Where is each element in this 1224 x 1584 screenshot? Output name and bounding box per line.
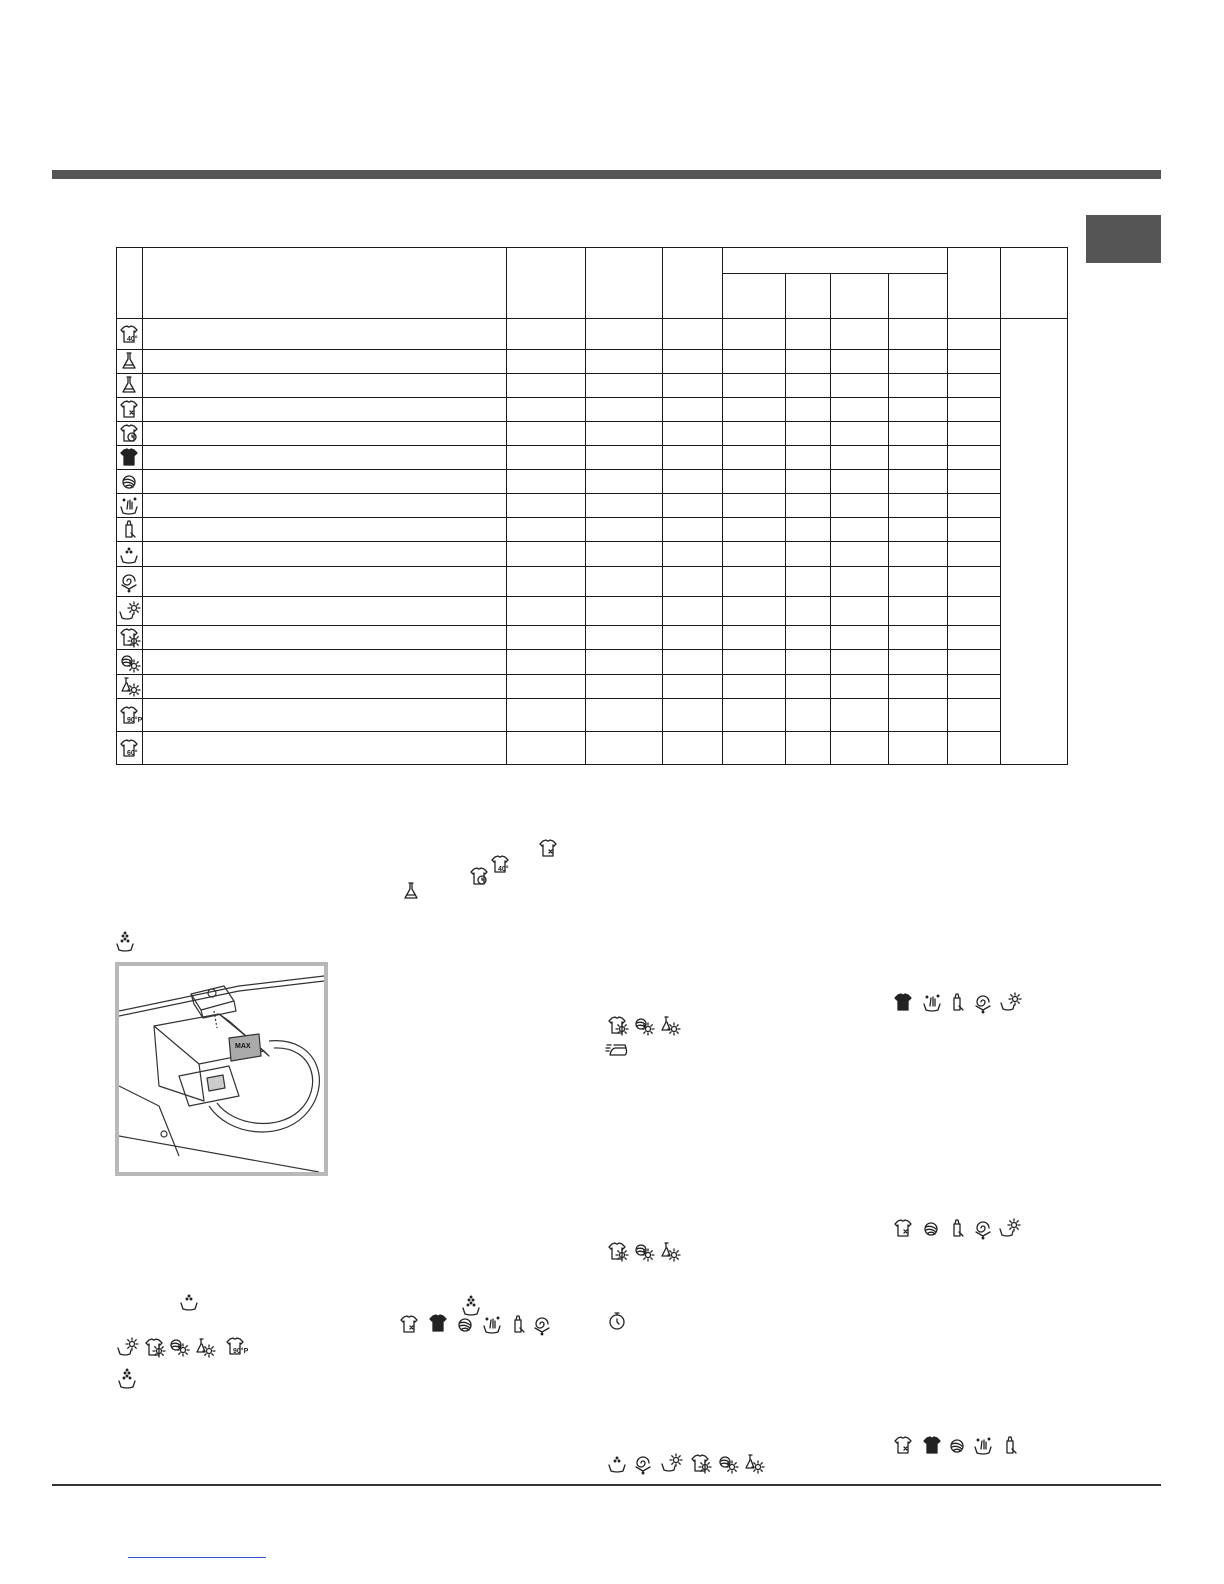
wool-sun-icon (716, 1452, 738, 1474)
table-row-rule (116, 625, 1001, 626)
table-row-rule (116, 541, 1001, 542)
table-row-rule (116, 349, 1001, 350)
flask-sun-icon (658, 1014, 680, 1036)
table-column-rule (830, 273, 831, 765)
table-column-rule (947, 247, 948, 765)
table-border-right (1067, 247, 1068, 765)
table-row-rule (116, 421, 1001, 422)
footer-link-underline[interactable] (128, 1557, 266, 1558)
spin-drain-icon (531, 1313, 553, 1335)
hand-wash-basin-icon (118, 494, 140, 516)
dark-tshirt-icon (118, 446, 140, 468)
tshirt-cold-icon (537, 837, 555, 855)
wool-ball-icon (118, 470, 140, 492)
svg-text:90°P: 90°P (127, 716, 143, 724)
tshirt-sun-icon (606, 1240, 628, 1262)
svg-text:40°: 40° (498, 866, 509, 873)
tshirt-timer-icon (118, 422, 140, 444)
wool-ball-icon (946, 1434, 968, 1456)
basin-sun-icon (998, 1217, 1020, 1239)
table-row-rule (116, 445, 1001, 446)
svg-text:90°P: 90°P (233, 1348, 249, 1355)
dark-tshirt-icon (427, 1312, 449, 1334)
max-label: MAX (235, 1043, 251, 1050)
table-column-rule (1000, 247, 1001, 765)
table-border-left (116, 247, 117, 765)
basin-sun-icon (660, 1452, 682, 1474)
table-column-rule (506, 247, 507, 765)
footer-rule (52, 1484, 1161, 1486)
tshirt-sun-icon (689, 1452, 711, 1474)
tshirt-60-icon (118, 737, 140, 759)
basin-sun-icon (118, 600, 140, 622)
spin-drain-icon (972, 991, 994, 1013)
table-row-rule (116, 469, 1001, 470)
table-subheader-rule (722, 273, 948, 274)
table-header-rule (116, 318, 1068, 319)
tshirt-cold-icon (118, 398, 140, 420)
table-column-rule (785, 273, 786, 765)
table-row-rule (116, 674, 1001, 675)
rinse-basin-icon (606, 1452, 628, 1474)
spin-drain-icon (632, 1452, 654, 1474)
table-column-rule (888, 273, 889, 765)
table-row-rule (116, 517, 1001, 518)
tshirt-90p-icon (224, 1335, 249, 1357)
dark-tshirt-icon (921, 1434, 943, 1456)
basin-sun-icon (116, 1336, 138, 1358)
spin-drain-icon (118, 570, 140, 592)
tshirt-sun-icon (606, 1014, 628, 1036)
table-column-rule (722, 247, 723, 765)
flask-icon (118, 350, 140, 372)
svg-text:40°: 40° (127, 335, 138, 343)
table-row-rule (116, 566, 1001, 567)
table-column-rule (585, 247, 586, 765)
prewash-basin-icon (114, 931, 138, 955)
spin-drain-icon (972, 1217, 994, 1239)
baby-bottle-icon (507, 1313, 529, 1335)
table-row-rule (116, 373, 1001, 374)
svg-text:60°: 60° (127, 749, 138, 757)
wool-ball-icon (454, 1313, 476, 1335)
tshirt-cold-icon (892, 1217, 914, 1239)
easy-iron-icon (606, 1037, 628, 1059)
table-column-rule (142, 247, 143, 765)
table-row-rule (116, 698, 1001, 699)
rinse-basin-icon (178, 1290, 200, 1312)
table-border-bottom (116, 764, 1068, 765)
tshirt-sun-icon (118, 626, 140, 648)
wool-sun-icon (118, 651, 140, 673)
dark-tshirt-icon (892, 991, 914, 1013)
table-row-rule (116, 649, 1001, 650)
wool-sun-icon (632, 1014, 654, 1036)
tshirt-cold-icon (398, 1313, 420, 1335)
table-row-rule (116, 731, 1001, 732)
tshirt-cold-icon (892, 1434, 914, 1456)
flask-icon (400, 880, 418, 898)
header-rule (52, 170, 1161, 179)
hand-wash-basin-icon (481, 1313, 503, 1335)
tshirt-timer-icon (468, 865, 486, 883)
flask-sun-icon (193, 1336, 215, 1358)
basin-sun-icon (999, 991, 1021, 1013)
baby-bottle-icon (946, 1217, 968, 1239)
language-tab (1086, 215, 1161, 263)
tshirt-90p-icon (118, 704, 143, 726)
detergent-dispenser-figure (115, 962, 328, 1176)
tshirt-sun-icon (143, 1336, 165, 1358)
flask-icon (118, 374, 140, 396)
baby-bottle-icon (118, 518, 140, 540)
table-row-rule (116, 397, 1001, 398)
wool-sun-icon (632, 1240, 654, 1262)
baby-bottle-icon (999, 1434, 1021, 1456)
table-border-top (116, 247, 1068, 248)
delay-timer-icon (606, 1310, 628, 1332)
table-row-rule (116, 596, 1001, 597)
table-row-rule (116, 493, 1001, 494)
tshirt-40-icon (489, 853, 507, 871)
prewash-basin-icon (116, 1368, 138, 1390)
hand-wash-basin-icon (972, 1434, 994, 1456)
flask-sun-icon (658, 1240, 680, 1262)
tshirt-40-icon (118, 323, 140, 345)
flask-sun-icon (742, 1452, 764, 1474)
rinse-basin-icon (118, 543, 140, 565)
wool-ball-icon (920, 1217, 942, 1239)
table-column-rule (662, 247, 663, 765)
hand-wash-basin-icon (921, 991, 943, 1013)
baby-bottle-icon (946, 991, 968, 1013)
wool-sun-icon (167, 1335, 189, 1357)
flask-sun-icon (118, 675, 140, 697)
